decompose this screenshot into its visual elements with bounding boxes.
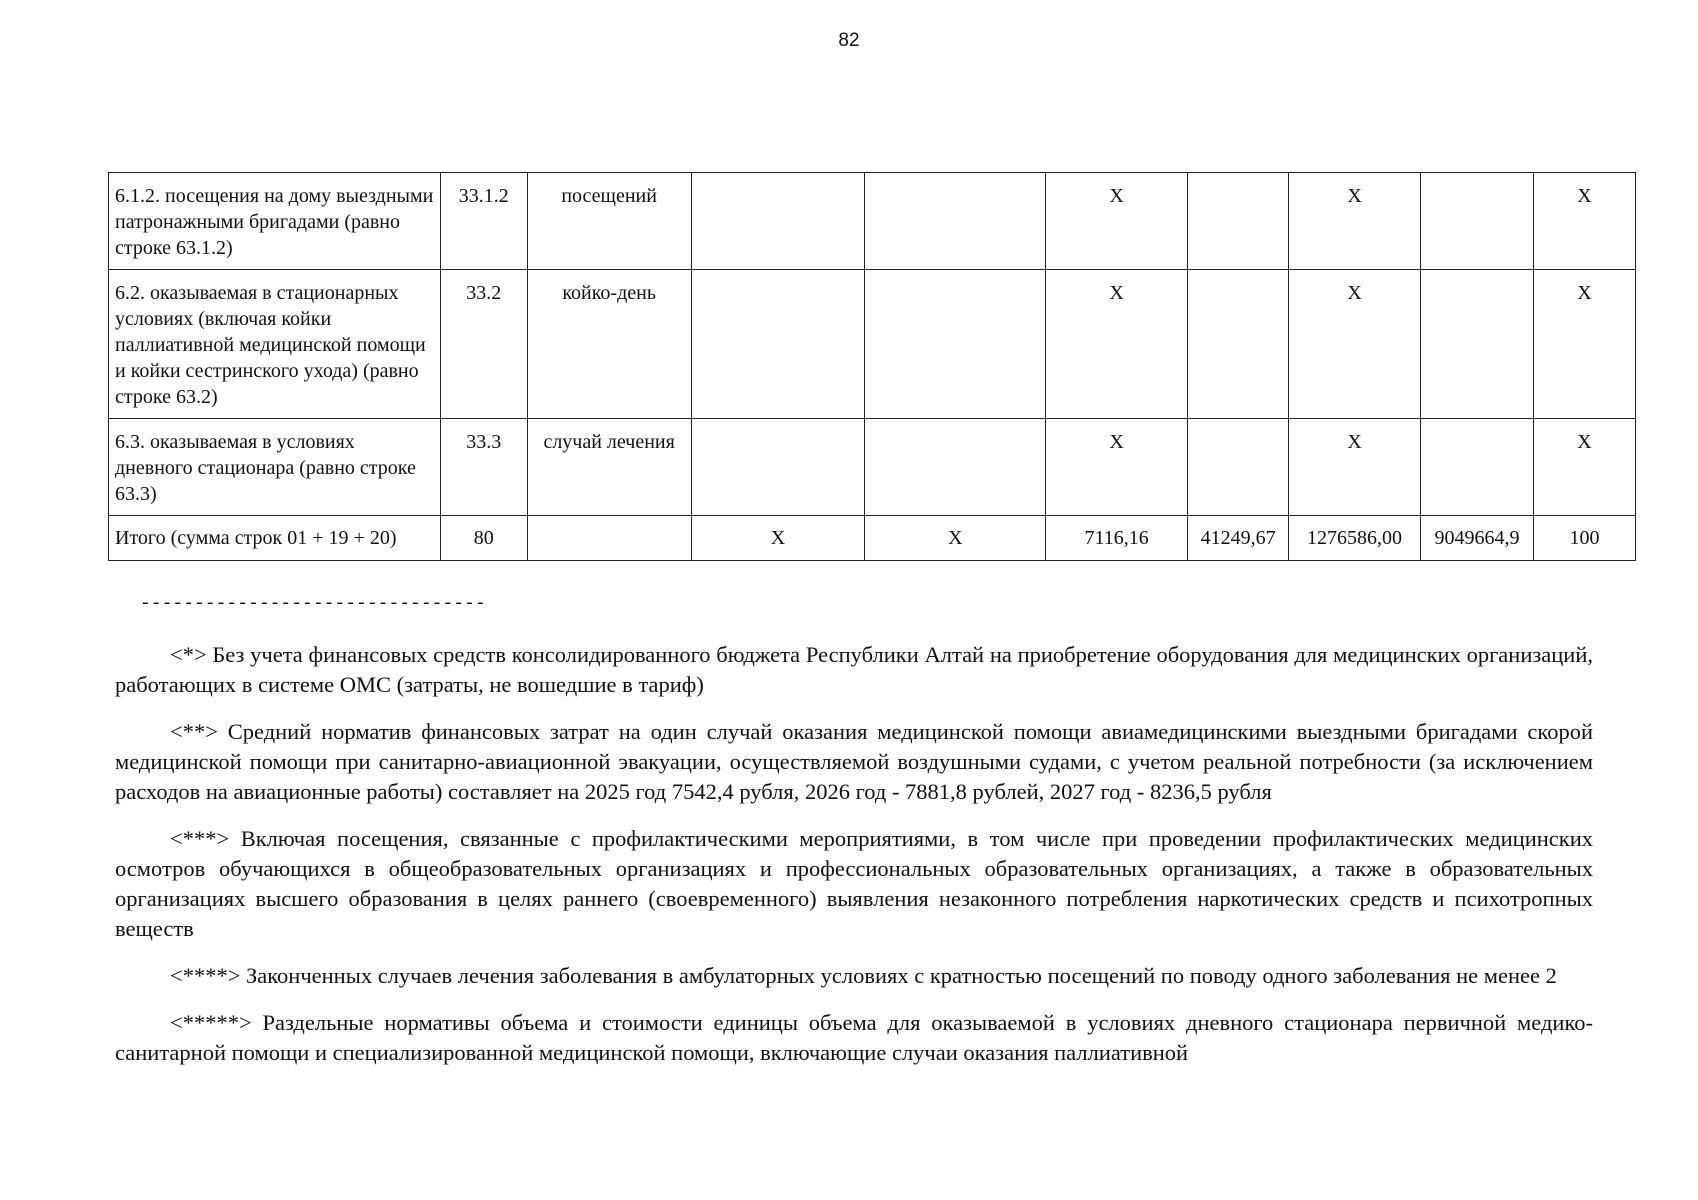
table-cell: Х xyxy=(1046,270,1188,419)
table-cell xyxy=(1421,173,1534,270)
table-cell: Х xyxy=(1289,173,1421,270)
unit-cell xyxy=(527,516,691,561)
table-cell: 41249,67 xyxy=(1188,516,1289,561)
data-table xyxy=(108,172,1636,561)
page-number: 82 xyxy=(838,30,860,51)
row-code-cell: 80 xyxy=(440,516,527,561)
table-cell: 100 xyxy=(1533,516,1635,561)
table-cell xyxy=(865,173,1046,270)
table-row xyxy=(109,419,1636,516)
row-name-cell: Итого (сумма строк 01 + 19 + 20) xyxy=(109,516,441,561)
footnote: <*> Без учета финансовых средств консолидированного бюджета Республики Алтай на приобретение оборудования для медицинских организаций, работающих в системе ОМС (затраты, не вошедшие в тариф) xyxy=(115,642,1593,697)
table-cell xyxy=(1188,419,1289,516)
table-cell xyxy=(691,419,865,516)
table-cell: Х xyxy=(1533,419,1635,516)
table-cell: Х xyxy=(1046,419,1188,516)
footnote: <****> Законченных случаев лечения заболевания в амбулаторных условиях с кратностью посещений по поводу одного заболевания не менее 2 xyxy=(170,963,1557,988)
footnote: <*****> Раздельные нормативы объема и стоимости единицы объема для оказываемой в условиях дневного стационара первичной медико-санитарной помощи и специализированной медицинской помощи, включающие случаи оказания паллиативной xyxy=(115,1010,1593,1065)
table-cell xyxy=(865,419,1046,516)
table-cell: 7116,16 xyxy=(1046,516,1188,561)
table-cell: Х xyxy=(1289,419,1421,516)
table-cell xyxy=(865,270,1046,419)
row-code-cell: 33.1.2 xyxy=(440,173,527,270)
table-cell xyxy=(1188,270,1289,419)
table-cell: Х xyxy=(691,516,865,561)
row-name-cell: 6.2. оказываемая в стационарных условиях (включая койки паллиативной медицинской помощи и койки сестринского ухода) (равно строке 63.2) xyxy=(109,270,441,419)
table-cell: 9049664,9 xyxy=(1421,516,1534,561)
footnote: <**> Средний норматив финансовых затрат на один случай оказания медицинской помощи авиамедицинскими выездными бригадами скорой медицинской помощи при санитарно-авиационной эвакуации, осуществляемой воздушными судами, с учетом реальной потребности (за исключением расходов на авиационные работы) составляет на 2025 год 7542,4 рубля, 2026 год - 7881,8 рублей, 2027 год - 8236,5 рубля xyxy=(115,719,1593,804)
table-row xyxy=(109,173,1636,270)
table-cell xyxy=(1421,419,1534,516)
row-name-cell: 6.1.2. посещения на дому выездными патронажными бригадами (равно строке 63.1.2) xyxy=(109,173,441,270)
row-code-cell: 33.2 xyxy=(440,270,527,419)
table-cell: Х xyxy=(865,516,1046,561)
table-cell xyxy=(1421,270,1534,419)
footnotes xyxy=(115,640,1593,1085)
table-cell: Х xyxy=(1533,173,1635,270)
row-name-cell: 6.3. оказываемая в условиях дневного стационара (равно строке 63.3) xyxy=(109,419,441,516)
table-cell xyxy=(691,173,865,270)
table-cell: Х xyxy=(1289,270,1421,419)
footnote: <***> Включая посещения, связанные с профилактическими мероприятиями, в том числе при проведении профилактических медицинских осмотров обучающихся в общеобразовательных организациях и профессиональных образовательных организациях, а также в образовательных организациях высшего образования в целях раннего (своевременного) выявления незаконного потребления наркотических средств и психотропных веществ xyxy=(115,826,1593,941)
table-row xyxy=(109,270,1636,419)
table-cell: 1276586,00 xyxy=(1289,516,1421,561)
footnote-separator: -------------------------------- xyxy=(140,594,486,614)
unit-cell: койко-день xyxy=(527,270,691,419)
table-cell xyxy=(1188,173,1289,270)
unit-cell: посещений xyxy=(527,173,691,270)
unit-cell: случай лечения xyxy=(527,419,691,516)
table-cell xyxy=(691,270,865,419)
table-cell: Х xyxy=(1533,270,1635,419)
row-code-cell: 33.3 xyxy=(440,419,527,516)
table-cell: Х xyxy=(1046,173,1188,270)
table-row-total xyxy=(109,516,1636,561)
